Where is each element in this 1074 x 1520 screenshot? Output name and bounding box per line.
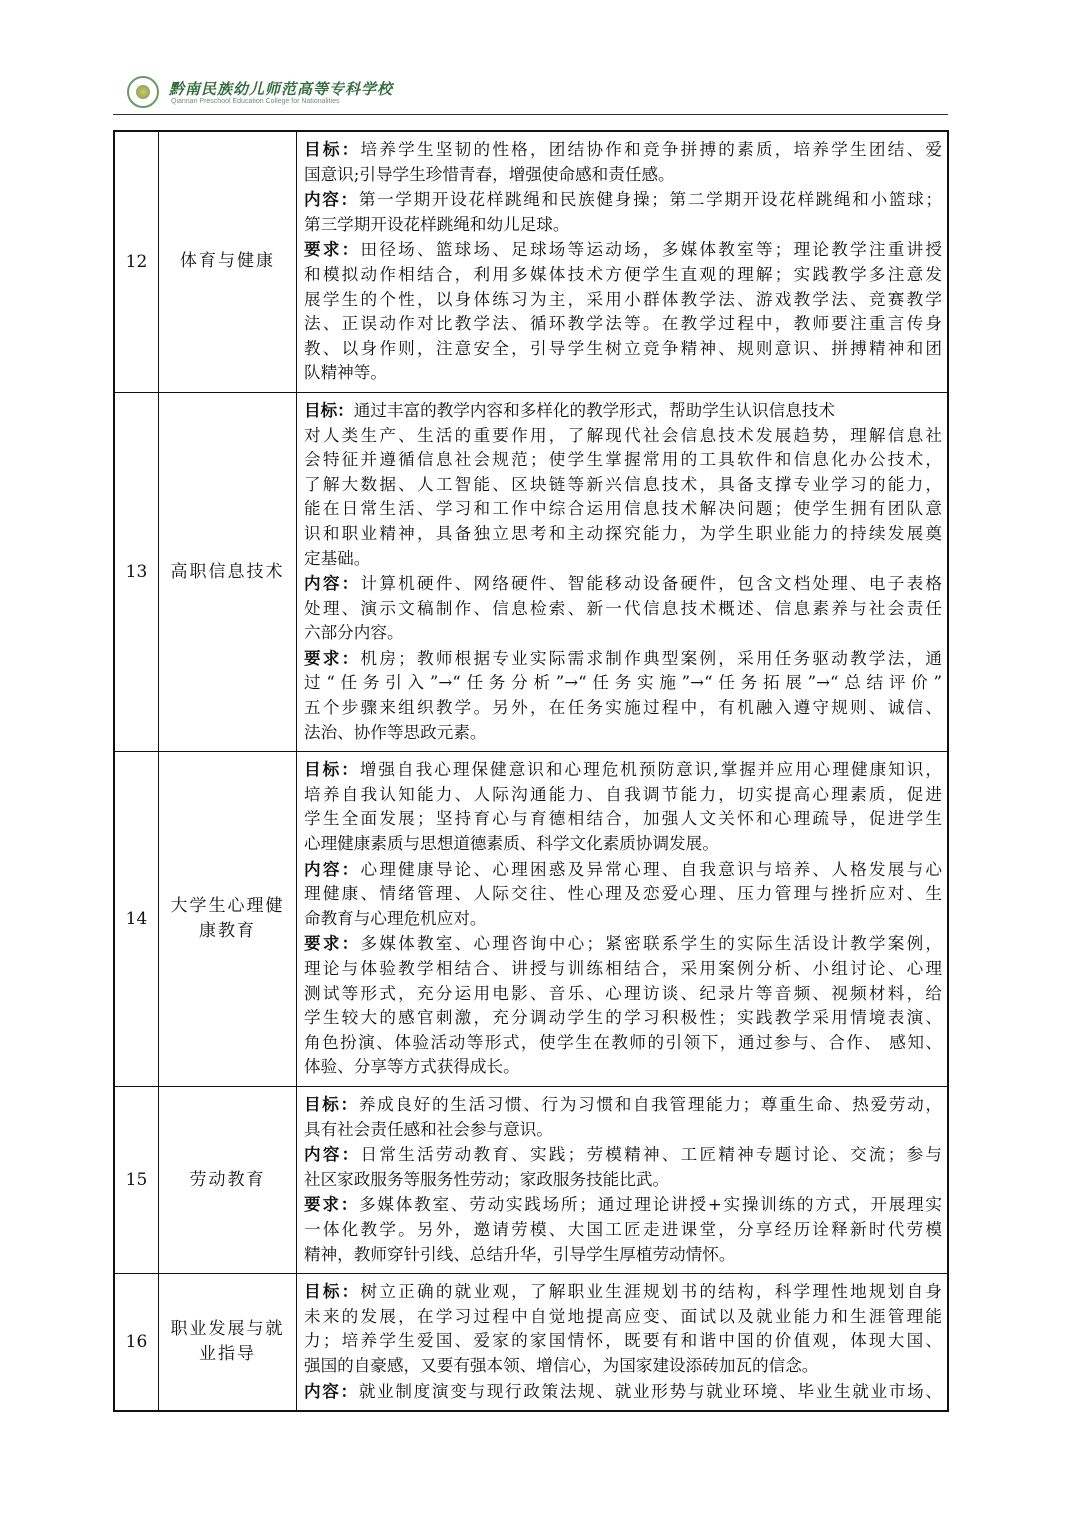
description-line [304, 1118, 942, 1143]
description-line [304, 1218, 942, 1243]
description-line [304, 807, 942, 832]
description-line [304, 907, 942, 932]
description-line [304, 721, 942, 746]
description-line [304, 646, 942, 672]
line-text: 法、正误动作对比教学法、循环教学法等。在教学过程中，教师要注重言传身 [304, 314, 942, 334]
line-text: 培养学生坚韧的性格，团结协作和竞争拼搏的素质，培养学生团结、爱 [360, 140, 942, 159]
description-line [304, 337, 942, 362]
description-line [304, 671, 942, 696]
description-line [304, 571, 942, 597]
line-text: 定基础。 [304, 548, 371, 568]
course-name: 劳动教育 [159, 1086, 297, 1273]
section-label: 要求： [304, 933, 361, 954]
course-description [297, 752, 949, 1087]
line-text: 命教育与心理危机应对。 [304, 908, 487, 928]
description-line [304, 1006, 942, 1031]
description-line [304, 312, 942, 337]
school-name-cn: 黔南民族幼儿师范高等专科学校 [169, 80, 394, 98]
line-text: 过“任务引入”→“任务分析”→“任务实施”→“任务拓展”→“总结评价” [304, 673, 942, 693]
line-text: 学生全面发展；坚持育心与育德相结合，加强人文关怀和心理疏导，促进学生 [304, 809, 942, 829]
line-text: 国意识;引导学生珍惜青春，增强使命感和责任感。 [304, 164, 675, 184]
description-line [304, 288, 942, 313]
table-row [114, 392, 948, 751]
line-text: 机房；教师根据专业实际需求制作典型案例，采用任务驱动教学法，通 [360, 648, 942, 668]
line-text: 心理健康导论、心理困惑及异常心理、自我意识与培养、人格发展与心 [360, 859, 942, 879]
line-text: 就业制度演变与现行政策法规、就业形势与就业环境、毕业生就业市场、 [358, 1381, 942, 1401]
line-text: 队精神等。 [304, 363, 387, 383]
page-header [113, 72, 948, 115]
line-text: 精神，教师穿针引线、总结升华，引导学生厚植劳动情怀。 [304, 1244, 736, 1264]
line-text: 具有社会责任感和社会参与意识。 [304, 1119, 553, 1139]
section-label: 要求： [304, 647, 361, 668]
course-number: 12 [114, 131, 159, 392]
section-label: 要求： [304, 239, 361, 260]
description-line [304, 361, 942, 386]
description-line [304, 957, 942, 982]
description-line [304, 1192, 942, 1218]
description-line [304, 1279, 942, 1305]
description-line [304, 1379, 942, 1405]
course-number: 14 [114, 752, 159, 1087]
description-line [304, 547, 942, 572]
description-line [304, 448, 942, 473]
line-text: 社区家政服务等服务性劳动；家政服务技能比武。 [304, 1169, 670, 1189]
description-line [304, 237, 942, 263]
section-label: 目标： [304, 1093, 359, 1114]
table-row [114, 752, 948, 1087]
line-text: 增强自我心理保健意识和心理危机预防意识,掌握并应用心理健康知识， [359, 760, 942, 780]
line-text: 五个步骤来组织教学。另外，在任务实施过程中，有机融入遵守规则、诚信、 [304, 698, 942, 718]
line-text: 六部分内容。 [304, 623, 404, 643]
description-line [304, 982, 942, 1007]
line-text: 第一学期开设花样跳绳和民族健身操；第二学期开设花样跳绳和小篮球； [358, 190, 942, 210]
line-text: 对人类生产、生活的重要作用，了解现代社会信息技术发展趋势，理解信息社 [304, 425, 942, 445]
course-table [113, 130, 949, 1412]
description-line [304, 621, 942, 646]
line-text: 日常生活劳动教育、实践；劳模精神、工匠精神专题讨论、交流；参与 [360, 1145, 942, 1165]
description-line [304, 263, 942, 288]
line-text: 未来的发展，在学习过程中自觉地提高应变、面试以及就业能力和生涯管理能 [304, 1306, 942, 1326]
section-label: 内容： [304, 573, 361, 594]
description-line [304, 757, 942, 783]
line-text: 会特征并遵循信息社会规范；使学生掌握常用的工具软件和信息化办公技术， [304, 450, 942, 470]
line-text: 处理、演示文稿制作、信息检索、新一代信息技术概述、信息素养与社会责任 [304, 598, 942, 618]
description-line [304, 597, 942, 622]
description-line [304, 473, 942, 498]
section-label: 目标： [304, 1281, 361, 1302]
line-text: 计算机硬件、网络硬件、智能移动设备硬件，包含文档处理、电子表格 [360, 574, 942, 594]
course-description [297, 131, 949, 392]
course-number: 15 [114, 1086, 159, 1273]
course-description [297, 1086, 949, 1273]
description-line [304, 1031, 942, 1056]
line-text: 和模拟动作相结合，利用多媒体技术方便学生直观的理解；实践教学多注意发 [304, 264, 942, 284]
course-description [297, 392, 949, 751]
section-label: 目标： [304, 139, 361, 159]
description-line [304, 832, 942, 857]
line-text: 测试等形式，充分运用电影、音乐、心理访谈、纪录片等音频、视频材料，给 [304, 983, 942, 1003]
line-text: 多媒体教室、劳动实践场所；通过理论讲授+实操训练的方式，开展理实 [359, 1195, 942, 1215]
description-line [304, 213, 942, 238]
section-label: 内容： [304, 858, 361, 879]
line-text: 角色扮演、体验活动等形式，使学生在教师的引领下，通过参与、合作、 感知、 [304, 1032, 942, 1052]
section-label: 要求： [304, 1194, 360, 1215]
description-line [304, 163, 942, 188]
line-text: 了解大数据、人工智能、区块链等新兴信息技术，具备支撑专业学习的能力， [304, 474, 942, 494]
section-label: 内容： [304, 1380, 359, 1401]
course-name: 职业发展与就业指导 [159, 1274, 297, 1411]
description-line [304, 857, 942, 883]
description-line [304, 137, 942, 163]
course-number: 16 [114, 1274, 159, 1411]
line-text: 第三学期开设花样跳绳和幼儿足球。 [304, 214, 570, 234]
description-line [304, 424, 942, 449]
description-line [304, 1142, 942, 1168]
description-line [304, 783, 942, 808]
course-name: 高职信息技术 [159, 392, 297, 751]
course-description [297, 1274, 949, 1411]
description-line [304, 1243, 942, 1268]
section-label: 目标： [304, 399, 354, 420]
school-logo-icon [127, 76, 159, 108]
line-text: 理健康、情绪管理、人际交往、性心理及恋爱心理、压力管理与挫折应对、生 [304, 884, 942, 904]
course-number: 13 [114, 392, 159, 751]
school-name-en: Qiannan Preschool Education College for Nationalities [171, 98, 340, 105]
section-label: 目标： [304, 759, 360, 780]
line-text: 养成良好的生活习惯、行为习惯和自我管理能力；尊重生命、热爱劳动， [358, 1094, 942, 1114]
table-row [114, 1086, 948, 1273]
line-text: 识和职业精神，具备独立思考和主动探究能力，为学生职业能力的持续发展奠 [304, 523, 942, 543]
description-line [304, 1329, 942, 1354]
description-line [304, 398, 942, 424]
line-text: 体验、分享等方式获得成长。 [304, 1057, 520, 1077]
line-text: 能在日常生活、学习和工作中综合运用信息技术解决问题；使学生拥有团队意 [304, 499, 942, 519]
line-text: 展学生的个性，以身体练习为主，采用小群体教学法、游戏教学法、竞赛教学 [304, 289, 942, 309]
course-name: 体育与健康 [159, 131, 297, 392]
description-line [304, 1354, 942, 1379]
line-text: 理论与体验教学相结合、讲授与训练相结合，采用案例分析、小组讨论、心理 [304, 959, 942, 978]
line-text: 培养自我认知能力、人际沟通能力、自我调节能力，切实提高心理素质，促进 [304, 784, 942, 804]
line-text: 多媒体教室、心理咨询中心；紧密联系学生的实际生活设计教学案例， [360, 934, 942, 954]
description-line [304, 497, 942, 522]
line-text: 强国的自豪感，又要有强本领、增信心，为国家建设添砖加瓦的信念。 [304, 1355, 819, 1375]
description-line [304, 1305, 942, 1330]
description-line [304, 1168, 942, 1193]
course-name: 大学生心理健康教育 [159, 752, 297, 1087]
line-text: 一体化教学。另外，邀请劳模、大国工匠走进课堂，分享经历诠释新时代劳模 [304, 1219, 942, 1239]
line-text: 树立正确的就业观，了解职业生涯规划书的结构，科学理性地规划自身 [360, 1282, 942, 1302]
section-label: 内容： [304, 189, 359, 210]
description-line [304, 187, 942, 213]
line-text: 法治、协作等思政元素。 [304, 722, 487, 742]
description-line [304, 696, 942, 721]
table-row [114, 131, 948, 392]
table-row [114, 1274, 948, 1411]
description-line [304, 1092, 942, 1118]
line-text: 通过丰富的教学内容和多样化的教学形式，帮助学生认识信息技术 [353, 400, 835, 420]
line-text: 心理健康素质与思想道德素质、科学文化素质协调发展。 [304, 834, 719, 854]
line-text: 教、以身作则，注意安全，引导学生树立竞争精神、规则意识、拼搏精神和团 [304, 338, 942, 358]
description-line [304, 931, 942, 957]
description-line [304, 882, 942, 907]
line-text: 力；培养学生爱国、爱家的家国情怀，既要有和谐中国的价值观，体现大国、 [304, 1331, 942, 1351]
description-line [304, 522, 942, 547]
line-text: 学生较大的感官刺激，充分调动学生的学习积极性；实践教学采用情境表演、 [304, 1008, 942, 1028]
description-line [304, 1055, 942, 1080]
section-label: 内容： [304, 1144, 361, 1165]
line-text: 田径场、篮球场、足球场等运动场，多媒体教室等；理论教学注重讲授 [360, 240, 942, 260]
